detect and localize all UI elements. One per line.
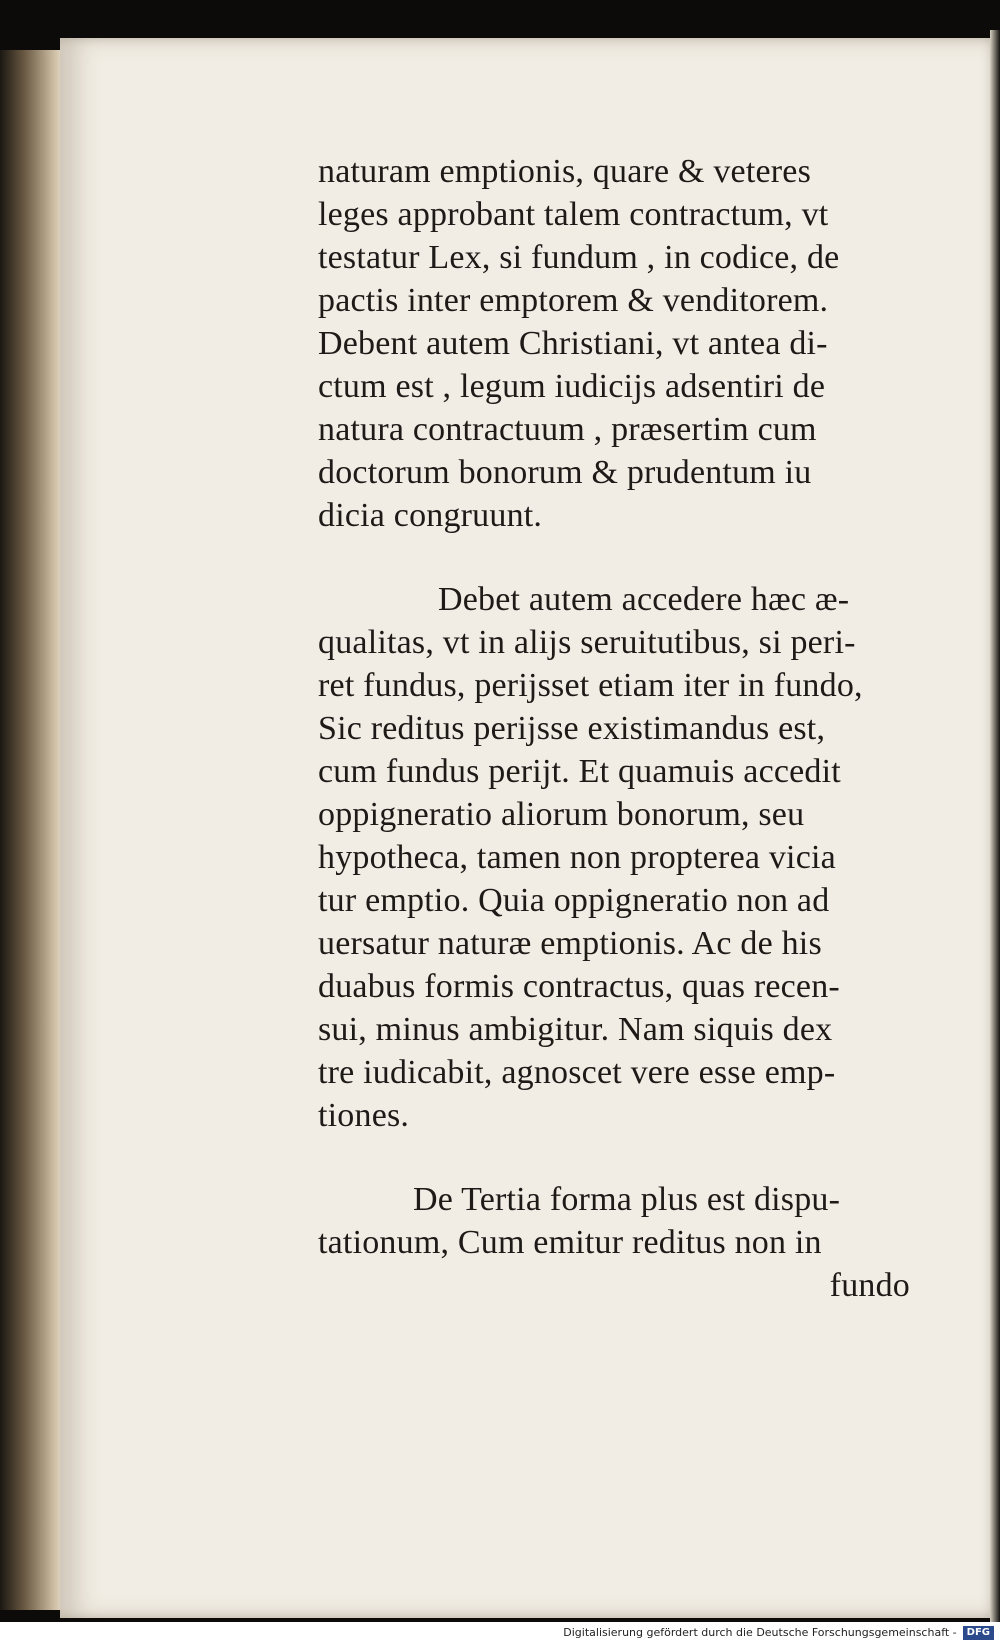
- credit-text: Digitalisierung gefördert durch die Deutsche Forschungsgemeinschaft -: [563, 1626, 957, 1639]
- text-line: naturam emptionis, quare & veteres: [318, 153, 812, 190]
- paragraph-1: [318, 150, 948, 537]
- text-line: sui, minus ambigitur. Nam siquis dex: [318, 1011, 833, 1048]
- text-line: oppigneratio aliorum bonorum, seu: [318, 796, 805, 833]
- digitization-credit-bar: [0, 1622, 1000, 1643]
- text-line: uersatur naturæ emptionis. Ac de his: [318, 925, 822, 962]
- text-line: tur emptio. Quia oppigneratio non ad: [318, 882, 830, 919]
- text-line: Sic reditus perijsse existimandus est,: [318, 710, 826, 747]
- paragraph-3: [318, 1178, 948, 1307]
- paragraph-2: [318, 578, 948, 1137]
- page-right-edge: [990, 30, 1000, 1630]
- text-line: testatur Lex, si fundum , in codice, de: [318, 239, 840, 276]
- text-line: hypotheca, tamen non propterea vicia: [318, 839, 836, 876]
- dfg-logo-icon: DFG: [963, 1626, 994, 1640]
- text-line: duabus formis contractus, quas recen-: [318, 968, 840, 1005]
- text-line: leges approbant talem contractum, vt: [318, 196, 829, 233]
- text-line: ret fundus, perijsset etiam iter in fundo,: [318, 667, 863, 704]
- text-line: pactis inter emptorem & venditorem.: [318, 282, 829, 319]
- text-line: doctorum bonorum & prudentum iu: [318, 454, 812, 491]
- text-line: Debent autem Christiani, vt antea di-: [318, 325, 828, 362]
- text-line: dicia congruunt.: [318, 497, 543, 534]
- text-line: tiones.: [318, 1097, 410, 1134]
- book-gutter-edge: [0, 50, 62, 1610]
- catchword: fundo: [829, 1267, 910, 1304]
- text-line: ctum est , legum iudicijs adsentiri de: [318, 368, 826, 405]
- text-line: tationum, Cum emitur reditus non in: [318, 1224, 822, 1261]
- text-line: natura contractuum , præsertim cum: [318, 411, 817, 448]
- text-line: qualitas, vt in alijs seruitutibus, si peri-: [318, 624, 856, 661]
- text-line: De Tertia forma plus est dispu-: [413, 1181, 841, 1218]
- text-line: tre iudicabit, agnoscet vere esse emp-: [318, 1054, 836, 1091]
- body-text: [318, 150, 948, 1307]
- text-line: cum fundus perijt. Et quamuis accedit: [318, 753, 841, 790]
- text-line: Debet autem accedere hæc æ-: [438, 581, 850, 618]
